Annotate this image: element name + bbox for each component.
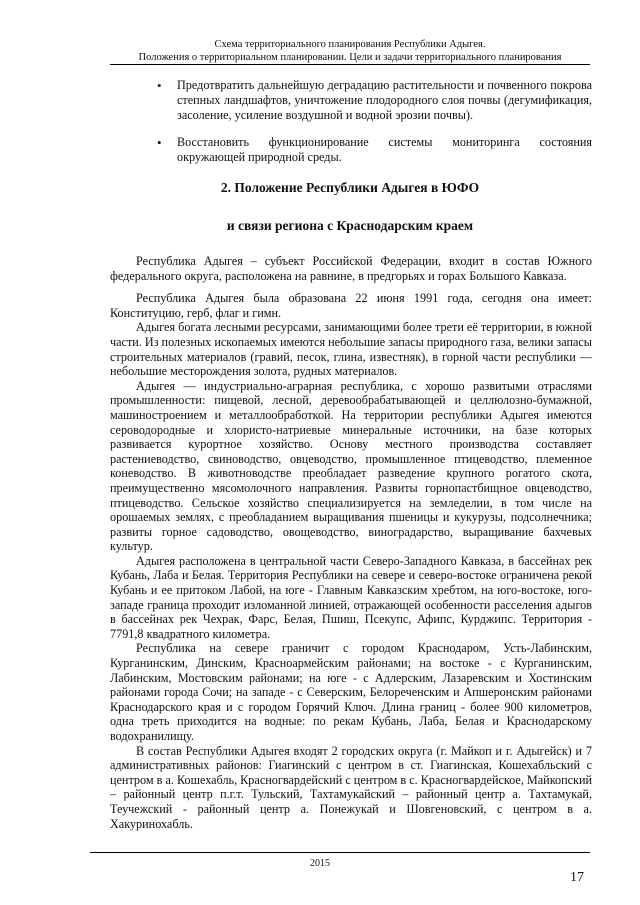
running-header xyxy=(110,38,590,64)
section-title-line-2: и связи региона с Краснодарским краем xyxy=(226,218,474,233)
footer-year: 2015 xyxy=(310,858,330,869)
bullet-item: • Восстановить функционирование системы мониторинга состояния окружающей природной среды. xyxy=(145,135,592,165)
paragraph: В состав Республики Адыгея входят 2 городских округа (г. Майкоп и г. Адыгейск) и 7 административных районов: Гиагинский с центром в ст. Гиагинская, Кошехабльский с центром в а. Кошехабль, Красногвардейский с центром в с. Красногвардейское, Майкопский – районный центр п.г.т. Тульский, Тахтамукайский – районный центр а. Тахтамукай, Теучежский - районный центр а. Понежукай и Шовгеновский, с центром в а. Хакуринохабль. xyxy=(110,743,592,831)
header-divider xyxy=(110,64,590,65)
paragraph: Республика Адыгея была образована 22 июня 1991 года, сегодня она имеет: Конституцию, герб, флаг и гимн. xyxy=(110,291,592,320)
footer-divider xyxy=(90,852,590,853)
header-line-1: Схема территориального планирования Республики Адыгея. xyxy=(214,39,486,50)
bullet-list xyxy=(145,78,592,177)
paragraph: Адыгея расположена в центральной части Северо-Западного Кавказа, в бассейнах рек Кубань, Лаба и Белая. Территория Республики на севере и северо-востоке ограничена рекой Кубань и ее притоком Лабой, на юге - Главным Кавказским хребтом, на юго-востоке, юго-западе граница проходит изломанной линией, отражающей особенности расселения адыгов в бассейнах рек Чехрак, Фарс, Белая, Пшиш, Псекупс, Афипс, Курджипс. Территория - 7791,8 квадратного километра. xyxy=(110,553,592,641)
paragraph: Республика на севере граничит с городом Краснодаром, Усть-Лабинским, Курганинским, Динским, Красноармейским районами; на востоке - с Курганинским, Лабинским, Мостовским районами; на юге - с Адлерским, Лазаревским и Хостинским районами города Сочи; на западе - с Северским, Белореченским и Апшеронским районами Краснодарского края и с городом Горячий Ключ. Длина границ - более 900 километров, одна треть приходится на водные: по рекам Кубань, Лаба, Белая и Краснодарскому водохранилищу. xyxy=(110,641,592,743)
paragraph: Адыгея богата лесными ресурсами, занимающими более трети её территории, в южной части. Из полезных ископаемых имеются небольшие запасы природного газа, велики запасы строительных материалов (гравий, песок, глина, известняк), в горной части республики — небольшие месторождения золота, рудных материалов. xyxy=(110,320,592,379)
page-number: 17 xyxy=(570,870,584,885)
body-text xyxy=(110,254,592,831)
bullet-item: • Предотвратить дальнейшую деградацию растительности и почвенного покрова степных ландшафтов, уничтожение плодородного слоя почвы (дегумификация, засоление, усиление воздушной и водной эрозии почвы). xyxy=(145,78,592,123)
header-line-2: Положения о территориальном планировании. Цели и задачи территориального планирования xyxy=(138,52,562,63)
paragraph: Адыгея — индустриально-аграрная республика, с хорошо развитыми отраслями промышленности: пищевой, лесной, деревообрабатывающей и целлюлозно-бумажной, машиностроением и металлообработкой. На территории республики Адыгея имеются сероводородные и хлористо-натриевые минеральные источники, на базе которых развивается курортное хозяйство. Основу местного производства составляет растениеводство, свиноводство, овцеводство, промышленное птицеводство, племенное коневодство. В животноводстве преобладает разведение крупного рогатого скота, преимущественно мясомолочного направления. Развиты горнопастбищное овцеводство, птицеводство. Сельское хозяйство специализируется на земледелии, в том числе на орошаемых землях, с преобладанием выращивания пшеницы и кукурузы, подсолнечника; развиты горное садоводство, овощеводство, виноградарство, выращивание бахчевых культур. xyxy=(110,378,592,554)
paragraph: Республика Адыгея – субъект Российской Федерации, входит в состав Южного федерального округа, расположена на равнине, в предгорьях и горах Большого Кавказа. xyxy=(110,254,592,283)
section-title-line-1: 2. Положение Республики Адыгея в ЮФО xyxy=(220,180,480,195)
